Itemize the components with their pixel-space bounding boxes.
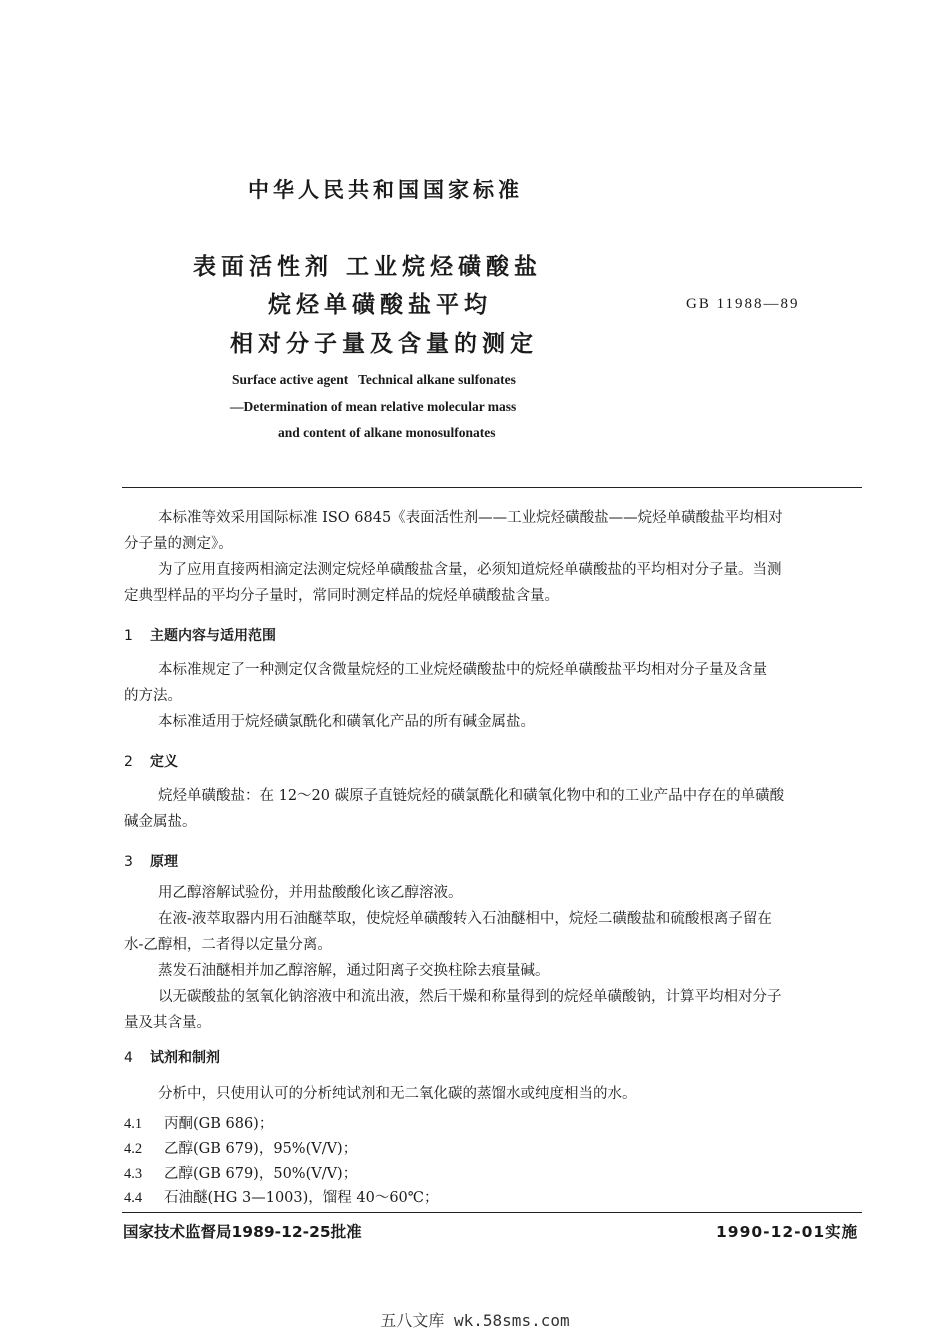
section-number: 4 xyxy=(124,1050,133,1066)
item-number: 4.4 xyxy=(124,1190,143,1206)
section-title: 定义 xyxy=(150,754,178,770)
section-number: 1 xyxy=(124,628,133,644)
header-divider xyxy=(122,487,862,488)
intro-p1-line1: 本标准等效采用国际标准 ISO 6845《表面活性剂——工业烷烃磺酸盐——烷烃单磺酸盐平均相对 xyxy=(158,510,783,526)
section-3-heading xyxy=(124,851,178,871)
section-4-body xyxy=(124,1081,859,1107)
english-title-line-1: Surface active agent Technical alkane sulfonates xyxy=(232,372,516,387)
section-title: 原理 xyxy=(150,854,178,870)
footer-divider xyxy=(122,1212,862,1213)
text-line: 在液-液萃取器内用石油醚萃取，使烷烃单磺酸转入石油醚相中，烷烃二磺酸盐和硫酸根离子留在 xyxy=(158,911,772,927)
national-standard-heading: 中华人民共和国国家标准 xyxy=(248,178,523,202)
text-line: 本标准适用于烷烃磺氯酰化和磺氧化产品的所有碱金属盐。 xyxy=(158,714,535,730)
english-title-line-2: —Determination of mean relative molecular mass xyxy=(230,399,517,414)
section-4-heading xyxy=(124,1047,220,1067)
intro-p2-line2: 定典型样品的平均分子量时，常同时测定样品的烷烃单磺酸盐含量。 xyxy=(124,588,559,604)
item-text: 丙酮(GB 686)； xyxy=(164,1116,274,1132)
item-number: 4.1 xyxy=(124,1116,143,1132)
effective-date: 1990-12-01实施 xyxy=(716,1223,859,1241)
section-1-body xyxy=(124,657,859,735)
list-item xyxy=(124,1162,357,1183)
section-2-body xyxy=(124,783,859,835)
list-item xyxy=(124,1186,439,1207)
text-line: 水-乙醇相，二者得以定量分离。 xyxy=(124,937,332,953)
intro-p1-line2: 分子量的测定》。 xyxy=(124,536,233,552)
text-line: 分析中，只使用认可的分析纯试剂和无二氧化碳的蒸馏水或纯度相当的水。 xyxy=(158,1086,637,1102)
intro-p2-line1: 为了应用直接两相滴定法测定烷烃单磺酸盐含量，必须知道烷烃单磺酸盐的平均相对分子量。当测 xyxy=(158,562,782,578)
section-2-heading xyxy=(124,751,178,771)
text-line: 以无碳酸盐的氢氧化钠溶液中和流出液，然后干燥和称量得到的烷烃单磺酸钠，计算平均相对分子 xyxy=(158,989,782,1005)
item-text: 乙醇(GB 679)，95%(V/V)； xyxy=(164,1141,358,1157)
title-line-3: 相对分子量及含量的测定 xyxy=(230,331,538,357)
item-number: 4.2 xyxy=(124,1141,143,1157)
section-title: 主题内容与适用范围 xyxy=(150,628,276,644)
list-item xyxy=(124,1112,273,1133)
text-line: 量及其含量。 xyxy=(124,1015,211,1031)
section-title: 试剂和制剂 xyxy=(150,1050,220,1066)
list-item xyxy=(124,1137,357,1158)
intro-paragraph-2 xyxy=(124,557,859,609)
section-1-heading xyxy=(124,625,276,645)
title-line-2: 烷烃单磺酸盐平均 xyxy=(268,292,492,318)
watermark: 五八文库 wk.58sms.com xyxy=(380,1311,570,1330)
item-number: 4.3 xyxy=(124,1166,143,1182)
text-line: 碱金属盐。 xyxy=(124,814,197,830)
item-text: 乙醇(GB 679)，50%(V/V)； xyxy=(164,1166,358,1182)
text-line: 的方法。 xyxy=(124,688,182,704)
title-line-1: 表面活性剂 工业烷烃磺酸盐 xyxy=(193,254,543,280)
section-3-body xyxy=(124,880,859,1036)
english-title-line-3: and content of alkane monosulfonates xyxy=(278,425,496,440)
item-text: 石油醚(HG 3—1003)，馏程 40～60℃； xyxy=(164,1190,439,1206)
text-line: 烷烃单磺酸盐：在 12～20 碳原子直链烷烃的磺氯酰化和磺氧化物中和的工业产品中存在的单磺酸 xyxy=(158,788,785,804)
standard-code: GB 11988—89 xyxy=(686,296,800,312)
text-line: 本标准规定了一种测定仅含微量烷烃的工业烷烃磺酸盐中的烷烃单磺酸盐平均相对分子量及含量 xyxy=(158,662,767,678)
approval-date: 国家技术监督局1989-12-25批准 xyxy=(123,1223,362,1241)
section-number: 2 xyxy=(124,754,133,770)
section-number: 3 xyxy=(124,854,133,870)
text-line: 用乙醇溶解试验份，并用盐酸酸化该乙醇溶液。 xyxy=(158,885,463,901)
intro-paragraph-1 xyxy=(124,505,859,557)
text-line: 蒸发石油醚相并加乙醇溶解，通过阳离子交换柱除去痕量碱。 xyxy=(158,963,550,979)
